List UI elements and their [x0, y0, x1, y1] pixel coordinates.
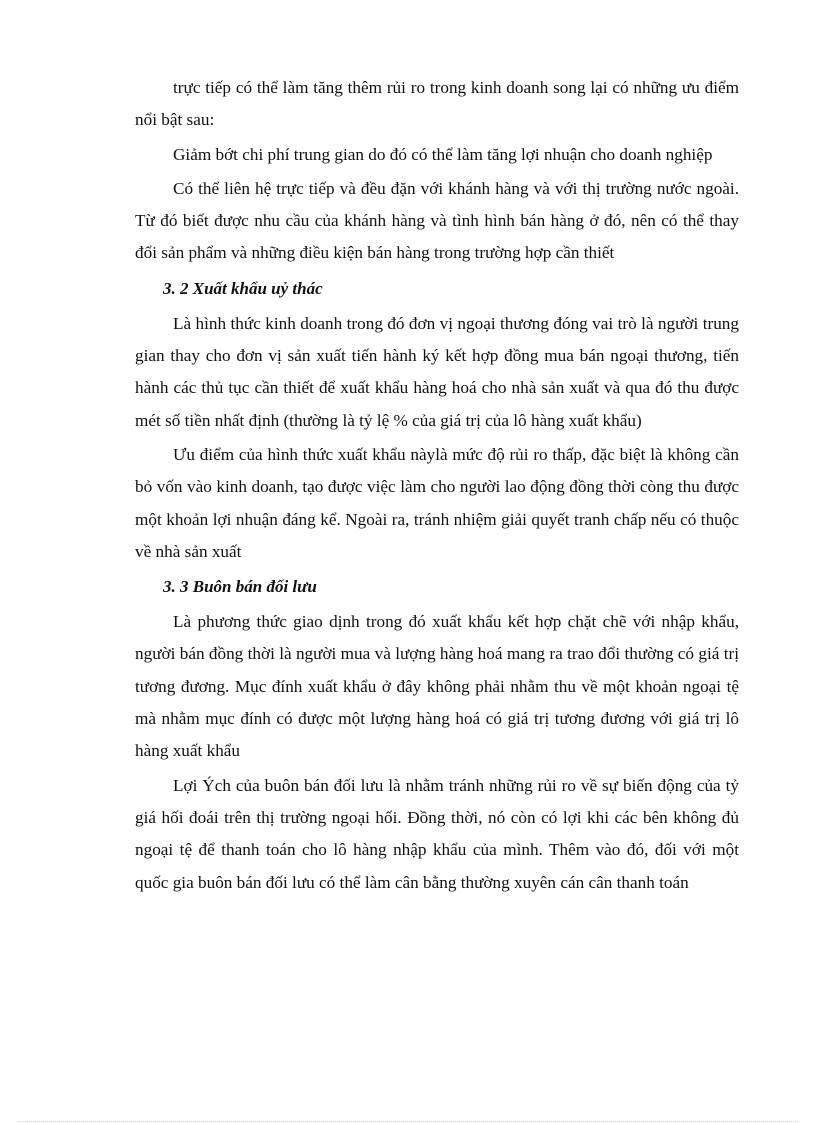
section-heading-counter-trade: 3. 3 Buôn bán đối lưu	[163, 577, 317, 597]
paragraph-counter-trade-definition: Là phương thức giao dịnh trong đó xuất khẩu kết hợp chặt chẽ với nhập khẩu, người bán đồng thời là người mua và lượng hàng hoá mang ra trao đổi thường có giá trị tương đương. Mục đính xuất khẩu ở đây không phải nhằm thu về một khoản ngoại tệ mà nhằm mục đính có được một lượng hàng hoá có giá trị tương đương với giá trị lô hàng xuất khẩu	[135, 612, 739, 761]
paragraph-direct-contact: Có thể liên hệ trực tiếp và đều đặn với khánh hàng và với thị trường nước ngoài. Từ đó biết được nhu cầu của khánh hàng và tình hình bán hàng ở đó, nên có thể thay đổi sản phẩm và những điều kiện bán hàng trong trường hợp cần thiết	[135, 178, 739, 263]
paragraph-entrusted-definition: Là hình thức kinh doanh trong đó đơn vị ngoại thương đóng vai trò là người trung gian thay cho đơn vị sản xuất tiến hành ký kết hợp đồng mua bán ngoại thương, tiến hành các thủ tục cần thiết để xuất khẩu hàng hoá cho nhà sản xuất và qua đó thu được mét số tiền nhất định (thường là tỷ lệ % của giá trị của lô hàng xuất khẩu)	[135, 313, 739, 430]
paragraph-entrusted-advantages: Ưu điểm của hình thức xuất khẩu nàylà mức độ rủi ro thấp, đặc biệt là không cần bỏ vốn vào kinh doanh, tạo được việc làm cho người lao động đồng thời còng thu được một khoản lợi nhuận đáng kể. Ngoài ra, tránh nhiệm giải quyết tranh chấp nếu có thuộc về nhà sản xuất	[135, 444, 739, 561]
section-heading-entrusted-export: 3. 2 Xuất khẩu uỷ thác	[163, 278, 323, 298]
document-body	[135, 72, 739, 901]
page-bottom-divider	[18, 1121, 798, 1122]
paragraph-counter-trade-benefits: Lợi Ých của buôn bán đối lưu là nhằm tránh những rủi ro về sự biến động của tỷ giá hối đoái trên thị trường ngoại hối. Đồng thời, nó còn có lợi khi các bên không đủ ngoại tệ để thanh toán cho lô hàng nhập khẩu của mình. Thêm vào đó, đối với một quốc gia buôn bán đối lưu có thể làm cân bằng thường xuyên cán cân thanh toán	[135, 775, 739, 892]
paragraph-reduce-costs: Giảm bớt chi phí trung gian do đó có thể làm tăng lợi nhuận cho doanh nghiệp	[173, 144, 713, 164]
paragraph-advantages-intro: trực tiếp có thể làm tăng thêm rủi ro trong kinh doanh song lại có những ưu điểm nổi bật sau:	[135, 78, 739, 130]
